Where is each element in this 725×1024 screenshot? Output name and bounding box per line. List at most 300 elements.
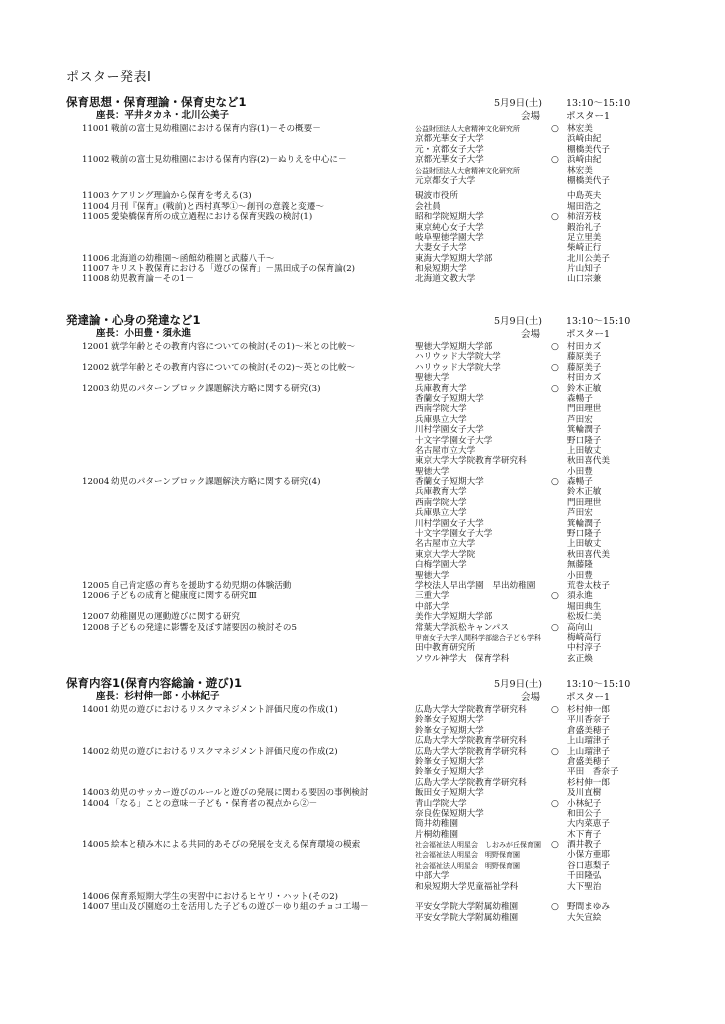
entry-line xyxy=(0,498,725,508)
session-title: 発達論・心身の発達など1 xyxy=(66,313,201,327)
affiliation: 田中教育研究所 xyxy=(415,643,476,654)
presenter-mark-icon: ○ xyxy=(551,746,559,757)
presentation-title: 子どもの成育と健康度に関する研究Ⅲ xyxy=(111,591,257,602)
author-name: 木下育子 xyxy=(567,829,602,840)
entry-line xyxy=(0,352,725,362)
author-name: 北川公美子 xyxy=(567,253,610,264)
author-name: 秋田喜代美 xyxy=(567,549,610,560)
entry-line xyxy=(0,809,725,819)
session-date: 5月9日(土) xyxy=(494,316,543,327)
presentation-id: 14001 xyxy=(82,705,110,715)
author-name: 鈴木正敏 xyxy=(567,383,602,394)
presentation-id: 14003 xyxy=(82,788,110,799)
author-name: 平川香奈子 xyxy=(567,715,610,726)
presenter-mark-icon: ○ xyxy=(551,383,559,394)
affiliation: 東海大学短期大学部 xyxy=(415,253,493,264)
entry-line xyxy=(0,539,725,549)
presentation-title: 北海道の幼稚園～函館幼稚園と武藤八千～ xyxy=(111,253,275,264)
author-name: 玄正煥 xyxy=(567,653,593,664)
author-name: 浜崎由紀 xyxy=(567,155,602,166)
author-name: 堀田浩之 xyxy=(567,201,602,212)
author-name: 谷口恵梨子 xyxy=(567,860,610,871)
affiliation: 常葉大学浜松キャンパス xyxy=(415,622,509,633)
entry-line xyxy=(0,274,725,284)
affiliation: 公益財団法人大倉精神文化研究所 xyxy=(415,166,520,175)
entry-line xyxy=(0,508,725,518)
affiliation: 社会福祉法人明星会 明野保育園 xyxy=(415,861,520,870)
author-name: 鍜治礼子 xyxy=(567,222,602,233)
author-name: 門田理世 xyxy=(567,404,602,415)
entry-line xyxy=(0,591,725,601)
presentation-entry xyxy=(0,892,725,902)
presentation-id: 12005 xyxy=(82,580,110,591)
entry-line xyxy=(0,788,725,798)
session-date: 5月9日(土) xyxy=(494,98,543,109)
entry-line xyxy=(0,850,725,860)
author-name: 森暢子 xyxy=(567,393,593,404)
presentation-id: 11008 xyxy=(82,274,110,285)
entry-line xyxy=(0,840,725,850)
author-name: 棚橋美代子 xyxy=(567,144,610,155)
affiliation: 平安女学院大学附属幼稚園 xyxy=(415,912,519,923)
author-name: 棚橋美代子 xyxy=(567,175,610,186)
presentation-title: 就学年齢とその教育内容についての検討(その2)～英との比較～ xyxy=(111,362,356,373)
presentation-title: 幼稚園児の運動遊びに関する研究 xyxy=(111,612,240,623)
entry-line xyxy=(0,550,725,560)
session-header xyxy=(0,94,725,124)
affiliation: 川村学園女子大学 xyxy=(415,425,484,436)
affiliation: 東京大学大学院 xyxy=(415,549,476,560)
presentation-entry xyxy=(0,591,725,612)
author-name: 高向山 xyxy=(567,622,593,633)
presentation-id: 12007 xyxy=(82,612,110,623)
presenter-mark-icon: ○ xyxy=(551,902,559,913)
presentation-entry xyxy=(0,705,725,747)
entry-line xyxy=(0,456,725,466)
entry-line xyxy=(0,264,725,274)
affiliation: 鈴峯女子短期大学 xyxy=(415,756,484,767)
presentation-id: 14005 xyxy=(82,840,110,851)
affiliation: 広島大学大学院教育学研究科 xyxy=(415,705,527,715)
affiliation: 兵庫県立大学 xyxy=(415,508,467,519)
author-name: 足立里美 xyxy=(567,232,602,243)
presentation-title: 子どもの発達に影響を及ぼす諸要因の検討その5 xyxy=(111,622,297,633)
presentation-title: 自己肯定感の育ちを援助する幼児期の体験活動 xyxy=(111,580,292,591)
entry-line xyxy=(0,571,725,581)
entry-line xyxy=(0,519,725,529)
presenter-mark-icon: ○ xyxy=(551,840,559,851)
entry-line xyxy=(0,254,725,264)
affiliation: 名古屋市立大学 xyxy=(415,445,476,456)
affiliation: 鈴峯女子短期大学 xyxy=(415,715,484,726)
affiliation: 青山学院大学 xyxy=(415,798,467,809)
author-name: 浜崎由紀 xyxy=(567,134,602,145)
entry-line xyxy=(0,342,725,352)
author-name: 林宏美 xyxy=(567,124,593,134)
presentation-entry xyxy=(0,384,725,478)
presentation-id: 12003 xyxy=(82,383,110,394)
affiliation: 社会福祉法人明星会 明野保育園 xyxy=(415,851,520,860)
affiliation: 奈良佐保短期大学 xyxy=(415,808,484,819)
session-block xyxy=(0,312,725,664)
session-chair: 座長：杉村伸一郎・小林紀子 xyxy=(96,691,220,702)
entry-line xyxy=(0,830,725,840)
entry-line xyxy=(0,425,725,435)
affiliation: 兵庫県立大学 xyxy=(415,414,467,425)
entry-line xyxy=(0,623,725,633)
presentation-title: 幼児のパターンブロック課題解決方略に関する研究(4) xyxy=(111,477,321,488)
presentation-entry xyxy=(0,623,725,665)
author-name: 小保方亜耶 xyxy=(567,850,610,861)
author-name: 藤原美子 xyxy=(567,352,602,363)
author-name: 野間まゆみ xyxy=(567,902,610,913)
author-name: 堀田典生 xyxy=(567,601,602,612)
author-name: 箕輪潤子 xyxy=(567,425,602,436)
presentation-title: 月刊『保育』(戦前)と西村真琴①～創刊の意義と変遷～ xyxy=(111,201,324,212)
affiliation: 兵庫教育大学 xyxy=(415,487,467,498)
author-name: 酒井教子 xyxy=(567,840,602,851)
presentation-entry xyxy=(0,747,725,789)
entry-line xyxy=(0,191,725,201)
author-name: 倉盛美穂子 xyxy=(567,756,610,767)
author-name: 杉村伸一郎 xyxy=(567,705,610,715)
entry-line xyxy=(0,767,725,777)
presentation-entry xyxy=(0,254,725,264)
presenter-mark-icon: ○ xyxy=(551,155,559,166)
entry-line xyxy=(0,726,725,736)
presentation-entry xyxy=(0,191,725,201)
presentation-title: 絵本と積み木による共同的あそびの発展を支える保育環境の模索 xyxy=(111,840,361,851)
entry-line xyxy=(0,415,725,425)
author-name: 上山瑠津子 xyxy=(567,746,610,757)
presentation-entry xyxy=(0,264,725,274)
affiliation: 京都光華女子大学 xyxy=(415,134,484,145)
entry-line xyxy=(0,778,725,788)
presenter-mark-icon: ○ xyxy=(551,705,559,715)
affiliation: 美作大学短期大学部 xyxy=(415,612,493,623)
presenter-mark-icon: ○ xyxy=(551,342,559,352)
affiliation: 川村学園女子大学 xyxy=(415,518,484,529)
presentation-title: 里山及び園庭の土を活用した子どもの遊び－ゆり組のチョコ工場－ xyxy=(111,902,369,913)
affiliation: 聖徳大学 xyxy=(415,466,450,477)
affiliation: 東京大学大学院教育学研究科 xyxy=(415,456,527,467)
affiliation: 大妻女子大学 xyxy=(415,243,467,254)
affiliation: 和泉短期大学 xyxy=(415,264,467,275)
session-venue-label: 会場 xyxy=(521,329,541,340)
affiliation: 中部大学 xyxy=(415,871,450,882)
author-name: 柿沼芳枝 xyxy=(567,212,602,223)
presentation-entry xyxy=(0,581,725,591)
presentation-entry xyxy=(0,788,725,798)
author-name: 藤原美子 xyxy=(567,362,602,373)
session-header xyxy=(0,312,725,342)
presentation-title: 幼児の遊びにおけるリスクマネジメント評価尺度の作成(1) xyxy=(111,705,338,715)
affiliation: 広島大学大学院教育学研究科 xyxy=(415,736,527,747)
presentation-title: 就学年齢とその教育内容についての検討(その1)～米との比較～ xyxy=(111,342,356,352)
presentation-title: 愛染橋保育所の成立過程における保育実践の検討(1) xyxy=(111,212,313,223)
session-time: 13:10～15:10 xyxy=(566,316,631,327)
affiliation: 飯田女子短期大学 xyxy=(415,788,484,799)
affiliation: 片桐幼稚園 xyxy=(415,829,458,840)
author-name: 須永進 xyxy=(567,591,593,602)
entry-line xyxy=(0,581,725,591)
session-title: 保育内容1(保育内容総論・遊び)1 xyxy=(66,676,243,690)
session-block xyxy=(0,94,725,285)
author-name: 野口隆子 xyxy=(567,529,602,540)
affiliation: 鈴峯女子短期大学 xyxy=(415,767,484,778)
affiliation: 会社員 xyxy=(415,201,441,212)
presentation-id: 12004 xyxy=(82,477,110,488)
presenter-mark-icon: ○ xyxy=(551,622,559,633)
author-name: 林宏美 xyxy=(567,165,593,176)
presentation-id: 14004 xyxy=(82,798,110,809)
author-name: 小田豊 xyxy=(567,570,593,581)
entry-line xyxy=(0,715,725,725)
author-name: 小田豊 xyxy=(567,466,593,477)
presentation-id: 14002 xyxy=(82,746,110,757)
presentation-id: 14007 xyxy=(82,902,110,913)
affiliation: 広島大学大学院教育学研究科 xyxy=(415,746,527,757)
affiliation: 西南学院大学 xyxy=(415,404,467,415)
author-name: 柴崎正行 xyxy=(567,243,602,254)
presentation-entry xyxy=(0,477,725,581)
author-name: 千田隆弘 xyxy=(567,871,602,882)
presenter-mark-icon: ○ xyxy=(551,591,559,602)
session-venue-label: 会場 xyxy=(521,111,541,122)
presentation-title: 幼児のパターンブロック課題解決方略に関する研究(3) xyxy=(111,383,321,394)
presentation-id: 12002 xyxy=(82,362,110,373)
session-time: 13:10～15:10 xyxy=(566,679,631,690)
affiliation: 香蘭女子短期大学 xyxy=(415,393,484,404)
entry-line xyxy=(0,373,725,383)
author-name: 上山瑠津子 xyxy=(567,736,610,747)
author-name: 上田敏丈 xyxy=(567,539,602,550)
presenter-mark-icon: ○ xyxy=(551,362,559,373)
entry-line xyxy=(0,394,725,404)
session-venue-label: 会場 xyxy=(521,692,541,703)
author-name: 無藤隆 xyxy=(567,560,593,571)
presentation-id: 12001 xyxy=(82,342,110,352)
entry-line xyxy=(0,155,725,165)
entry-line xyxy=(0,467,725,477)
session-chair: 座長：平井タカネ・北川公美子 xyxy=(96,110,230,121)
affiliation: 京都光華女子大学 xyxy=(415,155,484,166)
entry-line xyxy=(0,643,725,653)
entry-line xyxy=(0,446,725,456)
author-name: 中村淳子 xyxy=(567,643,602,654)
entry-line xyxy=(0,363,725,373)
entry-line xyxy=(0,757,725,767)
affiliation: 香蘭女子短期大学 xyxy=(415,477,484,488)
presentation-title: 幼児の遊びにおけるリスクマネジメント評価尺度の作成(2) xyxy=(111,746,338,757)
author-name: 村田カズ xyxy=(567,342,602,352)
page-title: ポスター発表Ⅰ xyxy=(66,70,152,85)
author-name: 和田公子 xyxy=(567,808,602,819)
session-room: ポスター1 xyxy=(566,329,611,340)
entry-line xyxy=(0,736,725,746)
affiliation: 平安女学院大学附属幼稚園 xyxy=(415,902,519,913)
presentation-entry xyxy=(0,274,725,284)
entry-line xyxy=(0,560,725,570)
author-name: 荒巻太枝子 xyxy=(567,580,610,591)
presentation-entry xyxy=(0,202,725,212)
affiliation: 聖徳大学 xyxy=(415,570,450,581)
session-chair: 座長：小田豊・須永進 xyxy=(96,328,192,339)
presentation-id: 11005 xyxy=(82,212,110,223)
presentation-id: 11004 xyxy=(82,201,110,212)
entry-line xyxy=(0,436,725,446)
session-room: ポスター1 xyxy=(566,111,611,122)
presentation-id: 14006 xyxy=(82,892,110,903)
presentation-entry xyxy=(0,363,725,384)
session-room: ポスター1 xyxy=(566,692,611,703)
affiliation: 硯波市役所 xyxy=(415,191,458,202)
author-name: 門田理世 xyxy=(567,497,602,508)
presentation-title: 保育系短期大学生の実習中におけるヒヤリ・ハット(その2) xyxy=(111,892,339,903)
author-name: 大矢宣絵 xyxy=(567,912,602,923)
entry-line xyxy=(0,487,725,497)
presentation-entry xyxy=(0,155,725,186)
author-name: 片山知子 xyxy=(567,264,602,275)
entry-line xyxy=(0,861,725,871)
entry-line xyxy=(0,747,725,757)
session-date: 5月9日(土) xyxy=(494,679,543,690)
entry-line xyxy=(0,243,725,253)
affiliation: 聖徳大学短期大学部 xyxy=(415,342,493,352)
affiliation: ソウル神学大 保育学科 xyxy=(415,653,510,664)
entry-line xyxy=(0,654,725,664)
presentation-id: 11002 xyxy=(82,155,110,166)
affiliation: 昭和学院短期大学 xyxy=(415,212,484,223)
author-name: 大下聖治 xyxy=(567,881,602,892)
affiliation: 広島大学大学院教育学研究科 xyxy=(415,777,527,788)
author-name: 芦田宏 xyxy=(567,414,593,425)
affiliation: 十文字学園女子大学 xyxy=(415,529,493,540)
entry-line xyxy=(0,529,725,539)
affiliation: 北海道文教大学 xyxy=(415,274,476,285)
presentation-id: 12006 xyxy=(82,591,110,602)
affiliation: 三重大学 xyxy=(415,591,450,602)
affiliation: 白梅学園大学 xyxy=(415,560,467,571)
author-name: 箕輪潤子 xyxy=(567,518,602,529)
author-name: 山口宗兼 xyxy=(567,274,602,285)
entry-line xyxy=(0,166,725,176)
affiliation: 東京純心女子大学 xyxy=(415,222,484,233)
affiliation: 名古屋市立大学 xyxy=(415,539,476,550)
affiliation: 筒井幼稚園 xyxy=(415,819,458,830)
author-name: 平田 香奈子 xyxy=(567,767,619,778)
session-title: 保育思想・保育理論・保育史など1 xyxy=(66,95,247,109)
author-name: 杉村伸一郎 xyxy=(567,777,610,788)
presentation-entry xyxy=(0,124,725,155)
presentation-id: 11007 xyxy=(82,264,110,275)
entry-line xyxy=(0,819,725,829)
session-header xyxy=(0,675,725,705)
presentation-entry xyxy=(0,612,725,622)
entry-line xyxy=(0,233,725,243)
affiliation: 社会福祉法人明星会 しおみが丘保育園 xyxy=(415,841,541,850)
author-name: 森暢子 xyxy=(567,477,593,488)
presentation-title: ケアリング理論から保育を考える(3) xyxy=(111,191,252,202)
affiliation: 十文字学園女子大学 xyxy=(415,435,493,446)
affiliation: 学校法人早出学園 早出幼稚園 xyxy=(415,580,536,591)
author-name: 中島英夫 xyxy=(567,191,602,202)
presentation-entry xyxy=(0,342,725,363)
entry-line xyxy=(0,871,725,881)
entry-line xyxy=(0,913,725,923)
presentation-entry xyxy=(0,212,725,254)
presentation-title: 「なる」ことの意味－子ども・保育者の視点から②－ xyxy=(111,798,318,809)
affiliation: 岐阜聖徳学園大学 xyxy=(415,232,484,243)
affiliation: 鈴峯女子短期大学 xyxy=(415,725,484,736)
entry-line xyxy=(0,892,725,902)
presentation-entry xyxy=(0,840,725,892)
entry-line xyxy=(0,799,725,809)
author-name: 大内菜恵子 xyxy=(567,819,610,830)
entry-line xyxy=(0,223,725,233)
affiliation: ハリウッド大学院大学 xyxy=(415,352,501,363)
author-name: 及川直樹 xyxy=(567,788,602,799)
author-name: 野口隆子 xyxy=(567,435,602,446)
presentation-id: 11003 xyxy=(82,191,110,202)
author-name: 村田カズ xyxy=(567,373,602,384)
entry-line xyxy=(0,705,725,715)
entry-line xyxy=(0,633,725,643)
entry-line xyxy=(0,134,725,144)
presentation-title: 幼児のサッカー遊びのルールと遊びの発展に関わる要因の事例検討 xyxy=(111,788,369,799)
presenter-mark-icon: ○ xyxy=(551,124,559,134)
presentation-entry xyxy=(0,799,725,841)
author-name: 松坂仁美 xyxy=(567,612,602,623)
presentation-title: 幼児教育論－その1－ xyxy=(111,274,194,285)
affiliation: 元京都女子大学 xyxy=(415,175,476,186)
presentation-title: 戦前の富士見幼稚園における保育内容(2)－ぬりえを中心に－ xyxy=(111,155,347,166)
presentation-entry xyxy=(0,902,725,923)
presentation-id: 11006 xyxy=(82,253,110,264)
entry-line xyxy=(0,124,725,134)
affiliation: 聖徳大学 xyxy=(415,373,450,384)
presentation-id: 11001 xyxy=(82,124,110,134)
presenter-mark-icon: ○ xyxy=(551,798,559,809)
affiliation: 元・京都女子大学 xyxy=(415,144,484,155)
author-name: 芦田宏 xyxy=(567,508,593,519)
session-block xyxy=(0,675,725,923)
entry-line xyxy=(0,145,725,155)
author-name: 小林紀子 xyxy=(567,798,602,809)
entry-line xyxy=(0,602,725,612)
affiliation: ハリウッド大学院大学 xyxy=(415,362,501,373)
affiliation: 中部大学 xyxy=(415,601,450,612)
affiliation: 甲南女子大学人間科学部総合子ども学科 xyxy=(415,633,541,642)
affiliation: 公益財団法人大倉精神文化研究所 xyxy=(415,125,520,133)
entry-line xyxy=(0,202,725,212)
entry-line xyxy=(0,384,725,394)
affiliation: 西南学院大学 xyxy=(415,497,467,508)
affiliation: 和泉短期大学児童福祉学科 xyxy=(415,881,519,892)
author-name: 梅崎高行 xyxy=(567,632,602,643)
entry-line xyxy=(0,404,725,414)
author-name: 上田敏丈 xyxy=(567,445,602,456)
entry-line xyxy=(0,902,725,912)
presentation-title: キリスト教保育における「遊びの保育」－黒田成子の保育論(2) xyxy=(111,264,356,275)
author-name: 秋田喜代美 xyxy=(567,456,610,467)
session-time: 13:10～15:10 xyxy=(566,98,631,109)
presenter-mark-icon: ○ xyxy=(551,477,559,488)
presentation-title: 戦前の富士見幼稚園における保育内容(1)－その概要－ xyxy=(111,124,321,134)
entry-line xyxy=(0,612,725,622)
entry-line xyxy=(0,212,725,222)
entry-line xyxy=(0,477,725,487)
